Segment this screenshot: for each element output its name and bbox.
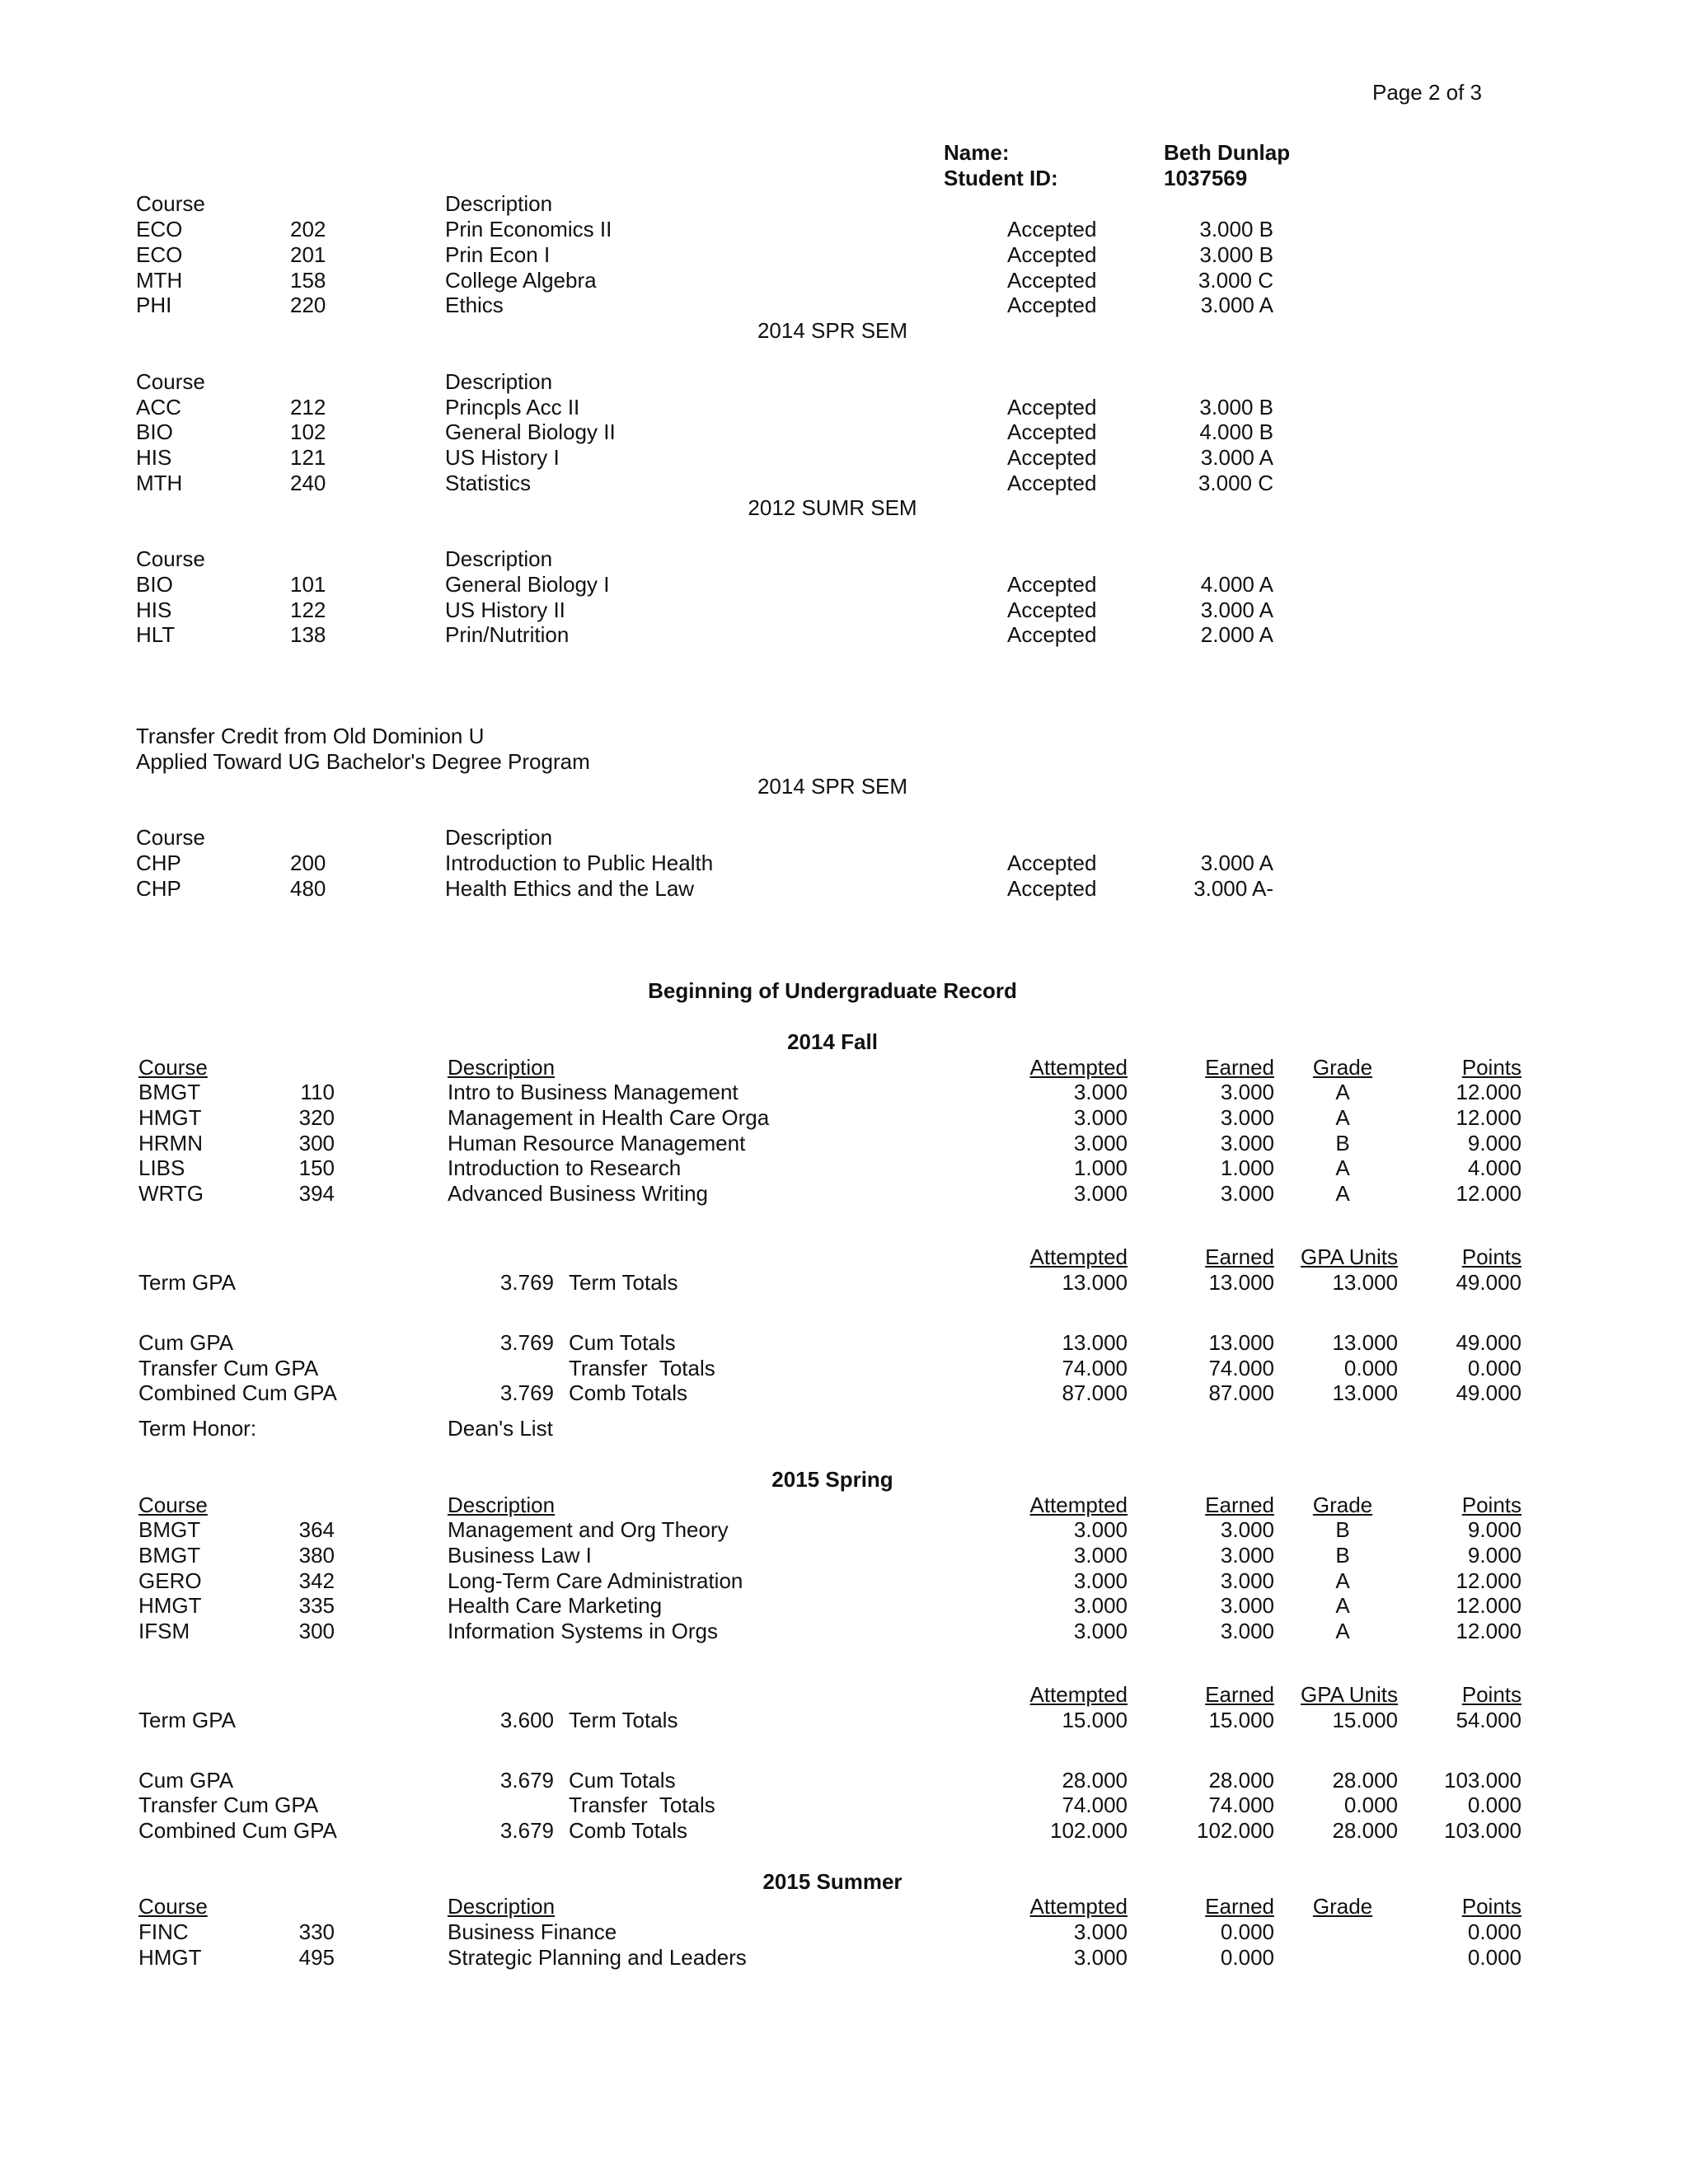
course-grade: A [1335, 1105, 1350, 1130]
course-description: Prin Econ I [445, 242, 551, 267]
course-subject: HMGT [138, 1945, 202, 1970]
course-status: Accepted [1007, 419, 1097, 444]
course-description: Information Systems in Orgs [448, 1619, 718, 1643]
course-points: 12.000 [1456, 1568, 1522, 1593]
course-number: 495 [298, 1945, 335, 1970]
course-number: 394 [298, 1181, 335, 1206]
totals-points: 103.000 [1444, 1818, 1522, 1843]
transfer-cum-gpa-label: Transfer Cum GPA [138, 1793, 319, 1817]
totals-gpa-units: 13.000 [1332, 1330, 1398, 1355]
course-earned: 3.000 [1220, 1181, 1274, 1206]
totals-gpa-units: 15.000 [1332, 1708, 1398, 1732]
description-header: Description [448, 1894, 556, 1919]
term-gpa-label: Term GPA [138, 1708, 236, 1732]
course-number: 320 [298, 1105, 335, 1130]
course-attempted: 3.000 [1073, 1181, 1128, 1206]
term-gpa-label: Term GPA [138, 1270, 236, 1295]
transfer-totals-label: Transfer Totals [569, 1356, 715, 1380]
course-number: 201 [290, 242, 326, 267]
course-credit: 3.000 A [1200, 445, 1273, 470]
term-heading: 2014 SPR SEM [757, 774, 908, 799]
course-header: Course [138, 1894, 208, 1919]
course-earned: 3.000 [1220, 1543, 1274, 1568]
course-attempted: 3.000 [1073, 1568, 1128, 1593]
course-number: 101 [290, 572, 326, 597]
totals-points: 49.000 [1456, 1270, 1522, 1295]
totals-attempted: 13.000 [1062, 1270, 1128, 1295]
combined-cum-gpa-value: 3.769 [499, 1380, 554, 1405]
comb-totals-label: Comb Totals [569, 1380, 688, 1405]
course-attempted: 3.000 [1073, 1593, 1128, 1618]
points-header: Points [1461, 1244, 1522, 1269]
course-subject: FINC [138, 1919, 189, 1944]
course-credit: 4.000 A [1200, 572, 1273, 597]
course-credit: 4.000 B [1199, 419, 1273, 444]
term-title: 2014 Fall [787, 1029, 878, 1054]
course-subject: BIO [136, 572, 173, 597]
comb-totals-label: Comb Totals [569, 1818, 688, 1843]
course-subject: PHI [136, 293, 172, 317]
course-description: Introduction to Public Health [445, 851, 714, 875]
course-status: Accepted [1007, 622, 1097, 647]
course-points: 12.000 [1456, 1593, 1522, 1618]
totals-attempted: 28.000 [1062, 1768, 1128, 1793]
totals-points: 49.000 [1456, 1330, 1522, 1355]
course-description: US History II [445, 598, 565, 622]
description-header: Description [445, 825, 553, 850]
course-description: Health Care Marketing [448, 1593, 663, 1618]
course-status: Accepted [1007, 471, 1097, 495]
description-header: Description [445, 546, 553, 571]
course-header: Course [138, 1493, 208, 1517]
attempted-header: Attempted [1029, 1894, 1128, 1919]
totals-attempted: 74.000 [1062, 1356, 1128, 1380]
course-subject: HMGT [138, 1105, 202, 1130]
totals-gpa-units: 28.000 [1332, 1768, 1398, 1793]
cum-gpa-value: 3.679 [499, 1768, 554, 1793]
course-grade: B [1335, 1131, 1350, 1155]
cum-gpa-label: Cum GPA [138, 1330, 234, 1355]
course-attempted: 3.000 [1073, 1080, 1128, 1104]
earned-header: Earned [1205, 1682, 1274, 1707]
course-description: College Algebra [445, 268, 597, 293]
student-name: Beth Dunlap [1164, 140, 1291, 165]
ug-record-title: Beginning of Undergraduate Record [648, 978, 1017, 1003]
course-subject: BMGT [138, 1543, 201, 1568]
course-header: Course [136, 191, 205, 216]
term-honor-label: Term Honor: [138, 1416, 257, 1441]
course-credit: 3.000 A- [1193, 876, 1273, 901]
course-description: Statistics [445, 471, 532, 495]
course-number: 364 [298, 1517, 335, 1542]
totals-earned: 28.000 [1208, 1768, 1274, 1793]
course-points: 12.000 [1456, 1619, 1522, 1643]
course-attempted: 3.000 [1073, 1105, 1128, 1130]
course-earned: 1.000 [1220, 1155, 1274, 1180]
course-number: 102 [290, 419, 326, 444]
course-earned: 3.000 [1220, 1517, 1274, 1542]
page-number: Page 2 of 3 [1372, 80, 1482, 105]
course-number: 335 [298, 1593, 335, 1618]
course-number: 158 [290, 268, 326, 293]
course-attempted: 3.000 [1073, 1517, 1128, 1542]
points-header: Points [1461, 1894, 1522, 1919]
course-status: Accepted [1007, 851, 1097, 875]
course-number: 122 [290, 598, 326, 622]
term-title: 2015 Spring [771, 1467, 893, 1492]
grade-header: Grade [1312, 1894, 1373, 1919]
grade-header: Grade [1312, 1055, 1373, 1080]
course-earned: 3.000 [1220, 1080, 1274, 1104]
course-number: 240 [290, 471, 326, 495]
cum-totals-label: Cum Totals [569, 1330, 676, 1355]
course-number: 150 [298, 1155, 335, 1180]
attempted-header: Attempted [1029, 1244, 1128, 1269]
combined-cum-gpa-value: 3.679 [499, 1818, 554, 1843]
totals-attempted: 102.000 [1050, 1818, 1128, 1843]
course-subject: LIBS [138, 1155, 185, 1180]
combined-cum-gpa-label: Combined Cum GPA [138, 1380, 337, 1405]
description-header: Description [445, 369, 553, 394]
points-header: Points [1461, 1682, 1522, 1707]
earned-header: Earned [1205, 1894, 1274, 1919]
course-number: 110 [300, 1080, 335, 1104]
term-honor-value: Dean's List [448, 1416, 553, 1441]
totals-gpa-units: 0.000 [1343, 1356, 1398, 1380]
course-description: Prin Economics II [445, 217, 612, 241]
course-status: Accepted [1007, 217, 1097, 241]
cum-gpa-label: Cum GPA [138, 1768, 234, 1793]
course-credit: 3.000 B [1199, 395, 1273, 419]
course-earned: 3.000 [1220, 1619, 1274, 1643]
course-grade: A [1335, 1619, 1350, 1643]
transfer-cum-gpa-label: Transfer Cum GPA [138, 1356, 319, 1380]
course-description: Strategic Planning and Leaders [448, 1945, 747, 1970]
course-number: 121 [290, 445, 326, 470]
term-title: 2015 Summer [762, 1869, 903, 1894]
course-subject: BMGT [138, 1517, 201, 1542]
course-status: Accepted [1007, 572, 1097, 597]
earned-header: Earned [1205, 1244, 1274, 1269]
course-points: 12.000 [1456, 1105, 1522, 1130]
course-subject: IFSM [138, 1619, 190, 1643]
course-earned: 3.000 [1220, 1568, 1274, 1593]
earned-header: Earned [1205, 1055, 1274, 1080]
course-credit: 3.000 A [1200, 293, 1273, 317]
course-grade: A [1335, 1080, 1350, 1104]
course-points: 0.000 [1467, 1945, 1522, 1970]
course-description: Introduction to Research [448, 1155, 682, 1180]
course-earned: 3.000 [1220, 1105, 1274, 1130]
totals-gpa-units: 28.000 [1332, 1818, 1398, 1843]
course-description: General Biology II [445, 419, 616, 444]
attempted-header: Attempted [1029, 1055, 1128, 1080]
totals-gpa-units: 13.000 [1332, 1380, 1398, 1405]
course-status: Accepted [1007, 242, 1097, 267]
course-points: 12.000 [1456, 1080, 1522, 1104]
course-description: Management in Health Care Orga [448, 1105, 770, 1130]
course-grade: A [1335, 1181, 1350, 1206]
course-attempted: 3.000 [1073, 1543, 1128, 1568]
course-description: US History I [445, 445, 560, 470]
combined-cum-gpa-label: Combined Cum GPA [138, 1818, 337, 1843]
transfer-totals-label: Transfer Totals [569, 1793, 715, 1817]
course-description: Intro to Business Management [448, 1080, 738, 1104]
course-status: Accepted [1007, 598, 1097, 622]
course-grade: A [1335, 1593, 1350, 1618]
course-credit: 3.000 B [1199, 217, 1273, 241]
course-status: Accepted [1007, 268, 1097, 293]
course-description: Long-Term Care Administration [448, 1568, 743, 1593]
term-heading: 2012 SUMR SEM [748, 495, 917, 520]
totals-earned: 87.000 [1208, 1380, 1274, 1405]
course-earned: 3.000 [1220, 1131, 1274, 1155]
course-subject: HIS [136, 598, 172, 622]
totals-points: 0.000 [1467, 1793, 1522, 1817]
course-subject: MTH [136, 268, 183, 293]
totals-earned: 15.000 [1208, 1708, 1274, 1732]
grade-header: Grade [1312, 1493, 1373, 1517]
term-totals-label: Term Totals [569, 1708, 678, 1732]
course-points: 9.000 [1467, 1131, 1522, 1155]
totals-points: 49.000 [1456, 1380, 1522, 1405]
points-header: Points [1461, 1055, 1522, 1080]
totals-earned: 13.000 [1208, 1270, 1274, 1295]
totals-earned: 74.000 [1208, 1356, 1274, 1380]
student-id: 1037569 [1164, 166, 1248, 190]
student-id-label: Student ID: [944, 166, 1058, 190]
totals-gpa-units: 0.000 [1343, 1793, 1398, 1817]
course-subject: ECO [136, 217, 183, 241]
course-header: Course [136, 546, 205, 571]
course-earned: 0.000 [1220, 1945, 1274, 1970]
course-credit: 3.000 A [1200, 851, 1273, 875]
course-points: 9.000 [1467, 1543, 1522, 1568]
course-description: Management and Org Theory [448, 1517, 729, 1542]
course-number: 220 [290, 293, 326, 317]
gpa-units-header: GPA Units [1300, 1682, 1398, 1707]
course-header: Course [136, 369, 205, 394]
totals-points: 54.000 [1456, 1708, 1522, 1732]
course-attempted: 3.000 [1073, 1131, 1128, 1155]
course-grade: B [1335, 1543, 1350, 1568]
course-subject: HRMN [138, 1131, 203, 1155]
course-number: 212 [290, 395, 326, 419]
course-description: Advanced Business Writing [448, 1181, 709, 1206]
totals-earned: 13.000 [1208, 1330, 1274, 1355]
course-grade: B [1335, 1517, 1350, 1542]
course-number: 480 [290, 876, 326, 901]
course-points: 12.000 [1456, 1181, 1522, 1206]
transfer-source-line: Transfer Credit from Old Dominion U [136, 724, 485, 748]
course-grade: A [1335, 1155, 1350, 1180]
course-subject: ECO [136, 242, 183, 267]
term-gpa-value: 3.769 [499, 1270, 554, 1295]
course-earned: 0.000 [1220, 1919, 1274, 1944]
course-attempted: 3.000 [1073, 1945, 1128, 1970]
course-subject: HIS [136, 445, 172, 470]
totals-attempted: 87.000 [1062, 1380, 1128, 1405]
course-number: 380 [298, 1543, 335, 1568]
totals-gpa-units: 13.000 [1332, 1270, 1398, 1295]
course-number: 330 [298, 1919, 335, 1944]
earned-header: Earned [1205, 1493, 1274, 1517]
course-header: Course [136, 825, 205, 850]
course-description: Ethics [445, 293, 504, 317]
course-subject: CHP [136, 851, 181, 875]
cum-gpa-value: 3.769 [499, 1330, 554, 1355]
totals-attempted: 74.000 [1062, 1793, 1128, 1817]
course-status: Accepted [1007, 876, 1097, 901]
course-description: Health Ethics and the Law [445, 876, 695, 901]
course-points: 4.000 [1467, 1155, 1522, 1180]
course-number: 342 [298, 1568, 335, 1593]
course-attempted: 3.000 [1073, 1619, 1128, 1643]
totals-points: 0.000 [1467, 1356, 1522, 1380]
course-subject: GERO [138, 1568, 202, 1593]
description-header: Description [448, 1493, 556, 1517]
course-points: 0.000 [1467, 1919, 1522, 1944]
course-description: Business Law I [448, 1543, 592, 1568]
course-credit: 3.000 B [1199, 242, 1273, 267]
course-header: Course [138, 1055, 208, 1080]
course-description: General Biology I [445, 572, 610, 597]
course-description: Business Finance [448, 1919, 617, 1944]
course-number: 300 [298, 1131, 335, 1155]
name-label: Name: [944, 140, 1010, 165]
course-description: Human Resource Management [448, 1131, 746, 1155]
attempted-header: Attempted [1029, 1493, 1128, 1517]
totals-attempted: 13.000 [1062, 1330, 1128, 1355]
course-subject: BMGT [138, 1080, 201, 1104]
course-number: 138 [290, 622, 326, 647]
totals-attempted: 15.000 [1062, 1708, 1128, 1732]
course-status: Accepted [1007, 445, 1097, 470]
totals-earned: 102.000 [1197, 1818, 1274, 1843]
description-header: Description [445, 191, 553, 216]
course-number: 200 [290, 851, 326, 875]
points-header: Points [1461, 1493, 1522, 1517]
term-heading: 2014 SPR SEM [757, 318, 908, 343]
course-number: 202 [290, 217, 326, 241]
course-credit: 3.000 C [1198, 268, 1273, 293]
course-subject: WRTG [138, 1181, 204, 1206]
course-subject: BIO [136, 419, 173, 444]
term-totals-label: Term Totals [569, 1270, 678, 1295]
attempted-header: Attempted [1029, 1682, 1128, 1707]
cum-totals-label: Cum Totals [569, 1768, 676, 1793]
gpa-units-header: GPA Units [1300, 1244, 1398, 1269]
course-status: Accepted [1007, 293, 1097, 317]
course-credit: 2.000 A [1200, 622, 1273, 647]
course-points: 9.000 [1467, 1517, 1522, 1542]
transfer-program-line: Applied Toward UG Bachelor's Degree Program [136, 749, 590, 774]
course-attempted: 1.000 [1073, 1155, 1128, 1180]
course-earned: 3.000 [1220, 1593, 1274, 1618]
course-subject: HMGT [138, 1593, 202, 1618]
course-credit: 3.000 A [1200, 598, 1273, 622]
course-subject: HLT [136, 622, 176, 647]
course-subject: MTH [136, 471, 183, 495]
description-header: Description [448, 1055, 556, 1080]
course-subject: CHP [136, 876, 181, 901]
totals-points: 103.000 [1444, 1768, 1522, 1793]
course-description: Prin/Nutrition [445, 622, 570, 647]
term-gpa-value: 3.600 [499, 1708, 554, 1732]
course-number: 300 [298, 1619, 335, 1643]
course-attempted: 3.000 [1073, 1919, 1128, 1944]
course-description: Princpls Acc II [445, 395, 580, 419]
course-grade: A [1335, 1568, 1350, 1593]
course-subject: ACC [136, 395, 181, 419]
totals-earned: 74.000 [1208, 1793, 1274, 1817]
course-credit: 3.000 C [1198, 471, 1273, 495]
course-status: Accepted [1007, 395, 1097, 419]
